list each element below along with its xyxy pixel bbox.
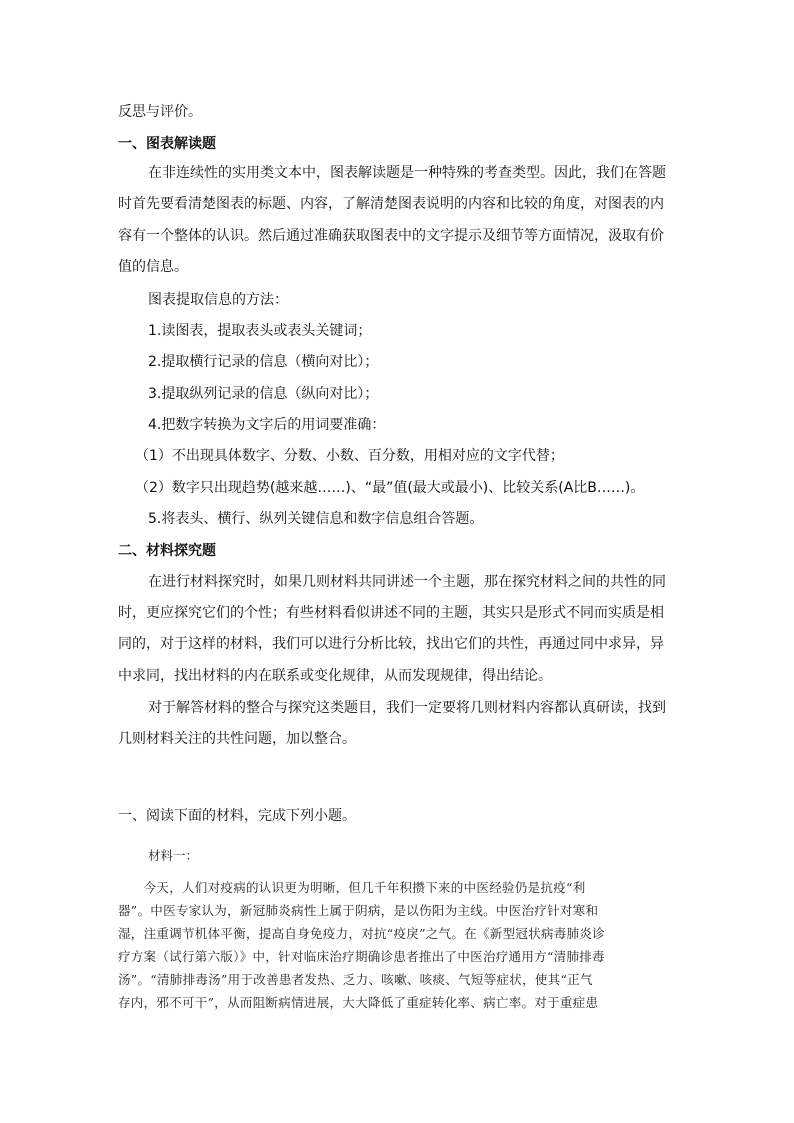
section1-para1-line1: 在非连续性的实用类文本中，图表解读题是一种特殊的考查类型。因此，我们在答题 (148, 165, 666, 181)
material-line-1: 今天，人们对疫病的认识更为明晰，但几千年积攒下来的中医经验仍是抗疫“利 (118, 880, 586, 895)
material-line-2: 器”。中医专家认为，新冠肺炎病性上属于阴病，是以伤阳为主线。中医治疗针对寒和 (118, 903, 599, 918)
method-substep-2: （2）数字只出现趋势(越来越……)、“最”值(最大或最小)、比较关系(A比B……)。 (135, 480, 645, 496)
material-line-6: 存内，邪不可干”，从而阻断病情进展，大大降低了重症转化率、病亡率。对于重症患 (118, 995, 599, 1010)
material-line-4: 疗方案（试行第六版）》中，针对临床治疗期确诊患者推出了中医治疗通用方“清肺排毒 (118, 949, 605, 964)
section2-para1-line1: 在进行材料探究时，如果几则材料共同讲述一个主题，那在探究材料之间的共性的同 (148, 574, 666, 590)
section2-para1-line3: 同的，对于这样的材料，我们可以进行分析比较，找出它们的共性，再通过同中求异，异 (118, 636, 664, 652)
method-step-2: 2.提取横行记录的信息（横向对比）； (148, 354, 379, 370)
method-step-5: 5.将表头、横行、纵列关键信息和数字信息组合答题。 (148, 511, 484, 527)
method-step-4: 4.把数字转换为文字后的用词要准确： (148, 417, 386, 433)
section2-heading: 二、材料探究题 (118, 543, 216, 559)
method-step-3: 3.提取纵列记录的信息（纵向对比）； (148, 386, 379, 402)
section1-para1-line3: 容有一个整体的认识。然后通过准确获取图表中的文字提示及细节等方面情况，汲取有价 (118, 228, 664, 244)
section2-para1-line2: 时，更应探究它们的个性；有些材料看似讲述不同的主题，其实只是形式不同而实质是相 (118, 605, 664, 621)
material-label: 材料一： (148, 848, 199, 863)
method-substep-1: （1）不出现具体数字、分数、小数、百分数，用相对应的文字代替； (135, 448, 564, 464)
section1-para1-line4: 值的信息。 (118, 259, 188, 275)
intro-tail: 反思与评价。 (118, 104, 202, 120)
method-step-1: 1.读图表，提取表头或表头关键词； (148, 323, 372, 339)
section2-para2-line1: 对于解答材料的整合与探究这类题目，我们一定要将几则材料内容都认真研读，找到 (148, 700, 666, 716)
section2-para1-line4: 中求同，找出材料的内在联系或变化规律，从而发现规律，得出结论。 (118, 668, 552, 684)
method-title: 图表提取信息的方法： (148, 292, 288, 308)
section1-heading: 一、图表解读题 (118, 136, 216, 152)
exercise-prompt: 一、阅读下面的材料，完成下列小题。 (118, 808, 356, 824)
section1-para1-line2: 时首先要看清楚图表的标题、内容，了解清楚图表说明的内容和比较的角度，对图表的内 (118, 196, 664, 212)
material-line-5: 汤”。“清肺排毒汤”用于改善患者发热、乏力、咳嗽、咳痰、气短等症状，使其“正气 (118, 972, 593, 987)
material-line-3: 湿，注重调节机体平衡，提高自身免疫力，对抗“疫戾”之气。在《新型冠状病毒肺炎诊 (118, 926, 605, 941)
section2-para2-line2: 几则材料关注的共性问题，加以整合。 (118, 731, 356, 747)
